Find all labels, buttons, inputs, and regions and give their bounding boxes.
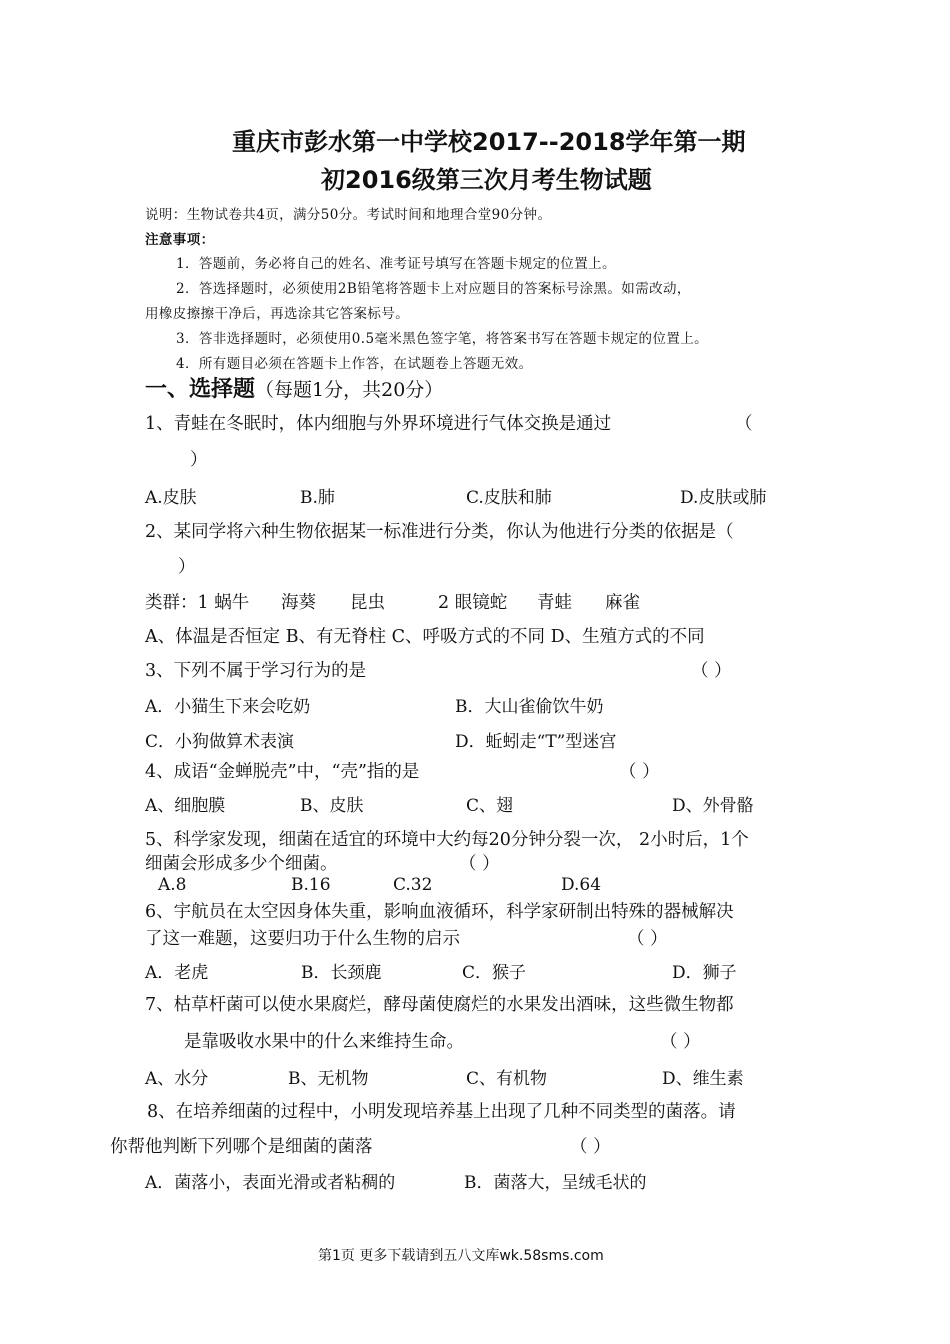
q6-option-d: D．狮子 [672,963,737,983]
q6-option-c: C．猴子 [462,963,527,983]
q4-option-b: B、皮肤 [300,796,364,816]
q2-group-1: 类群：1 蜗牛 [145,593,250,613]
q4-stem: 4、成语“金蝉脱壳”中，“壳”指的是 [145,762,420,782]
q5-option-d: D.64 [561,875,602,895]
q1-paren-close: ） [190,450,208,470]
q6-stem-line1: 6、宇航员在太空因身体失重，影响血液循环，科学家研制出特殊的器械解决 [145,902,734,922]
q6-stem-line2: 了这一难题，这要归功于什么生物的启示 [145,929,460,949]
q8-paren: （ ） [570,1137,611,1157]
q7-stem-line2: 是靠吸收水果中的什么来维持生命。 [184,1032,464,1052]
section-title: 一、选择题 [145,377,256,402]
notice-item-3: 3．答非选择题时，必须使用0.5毫米黑色签字笔，将答案书写在答题卡规定的位置上。 [176,331,709,347]
q6-option-a: A．老虎 [145,963,209,983]
q7-option-b: B、无机物 [288,1069,369,1089]
q2-stem: 2、某同学将六种生物依据某一标准进行分类，你认为他进行分类的依据是（ [145,522,734,542]
q5-paren: （ ） [459,854,500,874]
q7-option-a: A、水分 [145,1069,209,1089]
q6-paren: （ ） [627,929,668,949]
notice-item-4: 4．所有题目必须在答题卡上作答，在试题卷上答题无效。 [176,356,533,372]
q7-option-d: D、维生素 [662,1069,744,1089]
q2-group-6: 麻雀 [605,593,640,613]
q6-option-b: B．长颈鹿 [301,963,382,983]
q7-paren: （ ） [660,1032,701,1052]
q1-paren-open: （ [735,414,753,434]
q5-option-c: C.32 [393,875,433,895]
q3-stem: 3、下列不属于学习行为的是 [145,661,367,681]
section-heading [145,372,443,403]
q1-option-d: D.皮肤或肺 [680,488,767,508]
q7-stem-line1: 7、枯草杆菌可以使水果腐烂，酵母菌使腐烂的水果发出酒味，这些微生物都 [145,995,734,1015]
q5-stem-line1: 5、科学家发现，细菌在适宜的环境中大约每20分钟分裂一次， 2小时后，1个 [145,830,749,850]
notice-item-2: 2．答选择题时，必须使用2B铅笔将答题卡上对应题目的答案标号涂黑。如需改动， [176,281,691,297]
q1-option-c: C.皮肤和肺 [466,488,552,508]
q2-group-4: 2 眼镜蛇 [438,593,508,613]
q3-option-a: A．小猫生下来会吃奶 [145,697,311,717]
q2-group-3: 昆虫 [350,593,385,613]
q7-option-c: C、有机物 [466,1069,548,1089]
q3-option-c: C．小狗做算术表演 [145,732,295,752]
notice-item-2-cont: 用橡皮擦擦干净后，再选涂其它答案标号。 [145,306,410,322]
q1-option-b: B.肺 [300,488,335,508]
notice-item-1: 1．答题前，务必将自己的姓名、准考证号填写在答题卡规定的位置上。 [176,256,616,272]
q5-option-a: A.8 [158,875,187,895]
q8-option-a: A．菌落小，表面光滑或者粘稠的 [145,1173,396,1193]
q4-option-c: C、翅 [466,796,514,816]
q8-stem-line1: 8、在培养细菌的过程中，小明发现培养基上出现了几种不同类型的菌落。请 [147,1102,736,1122]
q5-stem-line2: 细菌会形成多少个细菌。 [145,854,338,874]
q3-paren: （ ） [691,661,732,681]
q1-option-a: A.皮肤 [145,488,197,508]
q1-stem: 1、青蛙在冬眠时，体内细胞与外界环境进行气体交换是通过 [145,414,612,434]
q4-option-d: D、外骨骼 [672,796,754,816]
q2-options: A、体温是否恒定 B、有无脊柱 C、呼吸方式的不同 D、生殖方式的不同 [145,627,705,647]
q4-option-a: A、细胞膜 [145,796,226,816]
q2-paren-close: ） [178,557,196,577]
q5-option-b: B.16 [291,875,331,895]
exam-title-line2: 初2016级第三次月考生物试题 [321,166,652,194]
q4-paren: （ ） [619,762,660,782]
page-footer: 第1页 更多下载请到五八文库wk.58sms.com [318,1248,604,1264]
section-points: （每题1分，共20分） [255,379,444,401]
q2-group-5: 青蛙 [537,593,572,613]
notice-heading: 注意事项： [145,232,215,248]
q8-stem-line2: 你帮他判断下列哪个是细菌的菌落 [110,1137,373,1157]
q3-option-b: B．大山雀偷饮牛奶 [455,697,604,717]
exam-title-line1: 重庆市彭水第一中学校2017--2018学年第一期 [232,128,746,156]
q8-option-b: B．菌落大，呈绒毛状的 [464,1173,647,1193]
q3-option-d: D．蚯蚓走“T”型迷宫 [455,732,617,752]
q2-group-2: 海葵 [281,593,316,613]
exam-note: 说明：生物试卷共4页，满分50分。考试时间和地理合堂90分钟。 [145,207,552,223]
